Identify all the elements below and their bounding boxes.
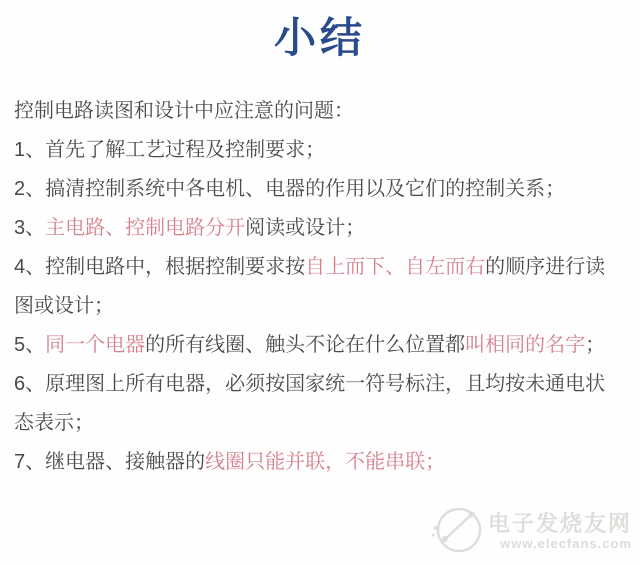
item-number: 6、 [14,373,46,395]
highlight-segment: 叫相同的名字 [465,334,586,356]
text-segment: 首先了解工艺过程及控制要求； [45,139,326,161]
elecfans-logo-icon [430,502,484,561]
watermark-url: www.elecfans.com [500,536,632,551]
text-segment: 控制电路中，根据控制要求按 [45,256,306,278]
text-segment: 阅读或设计； [245,217,366,239]
list-item-6 [14,365,624,443]
item-number: 2、 [14,178,46,200]
watermark-brand: 电子发烧友网 [487,511,632,536]
highlight-segment: 主电路、控制电路分开 [45,217,246,239]
highlight-segment: 线圈只能并联，不能串联； [205,451,446,473]
item-number: 5、 [14,334,46,356]
page-title: 小结 [273,14,366,61]
content-area [0,64,640,482]
text-segment: 的所有线圈、触头不论在什么位置都 [145,334,466,356]
section-heading: 控制电路读图和设计中应注意的问题： [14,100,354,122]
text-segment: 搞清控制系统中各电机、电器的作用以及它们的控制关系； [45,178,566,200]
list-item-7 [14,443,624,482]
list-item-1 [14,131,624,170]
text-segment: ； [585,334,606,356]
item-number: 4、 [14,256,46,278]
item-number: 1、 [14,139,46,161]
list-item-5 [14,326,624,365]
list-item-2 [14,170,624,209]
list-item-3 [14,209,624,248]
item-number: 3、 [14,217,46,239]
list-item-4 [14,248,624,326]
highlight-segment: 同一个电器 [45,334,146,356]
text-segment: 原理图上所有电器，必须按国家统一符号标注，且均按未通电状态表示； [14,373,606,434]
item-number: 7、 [14,451,46,473]
text-segment: 继电器、接触器的 [45,451,206,473]
watermark [430,502,632,561]
watermark-text [488,512,632,551]
text-segment: 的顺序进行读图或设计； [14,256,606,317]
highlight-segment: 自上而下、自左而右 [305,256,486,278]
